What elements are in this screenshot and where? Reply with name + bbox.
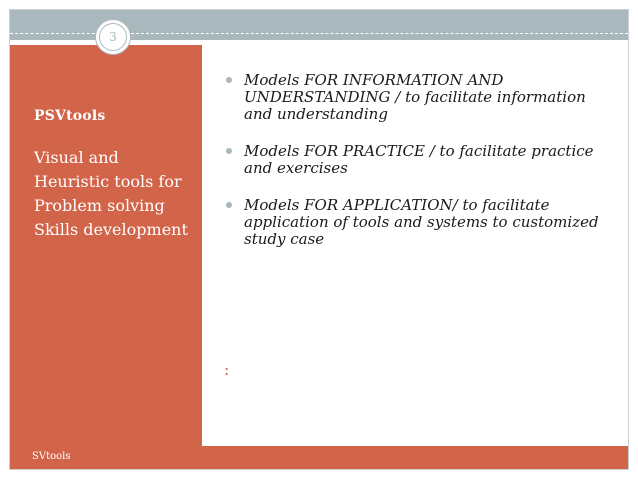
- list-item: [226, 143, 606, 177]
- panel-title: PSVtools: [34, 108, 106, 124]
- bottom-band: [10, 446, 628, 469]
- bullet-list: [226, 72, 606, 248]
- bullet-icon: [226, 148, 232, 154]
- list-item: [226, 72, 606, 123]
- top-dashed-line-right: [131, 33, 628, 34]
- trailing-colon: :: [224, 360, 230, 379]
- list-item: [226, 197, 606, 248]
- slide-number: 3: [109, 30, 117, 44]
- list-item-text: Models FOR PRACTICE / to facilitate practice and exercises: [244, 142, 594, 177]
- bullet-icon: [226, 77, 232, 83]
- footer-label: SVtools: [32, 451, 71, 462]
- list-item-text: Models FOR APPLICATION/ to facilitate application of tools and systems to customized study case: [244, 196, 599, 248]
- bullet-icon: [226, 202, 232, 208]
- top-dashed-line-left: [10, 33, 95, 34]
- left-panel: [10, 45, 202, 446]
- list-item-text: Models FOR INFORMATION AND UNDERSTANDING / to facilitate information and understanding: [244, 71, 586, 123]
- panel-subtitle: Visual and Heuristic tools for Problem solving Skills development: [34, 148, 188, 239]
- slide-number-badge: [95, 19, 131, 55]
